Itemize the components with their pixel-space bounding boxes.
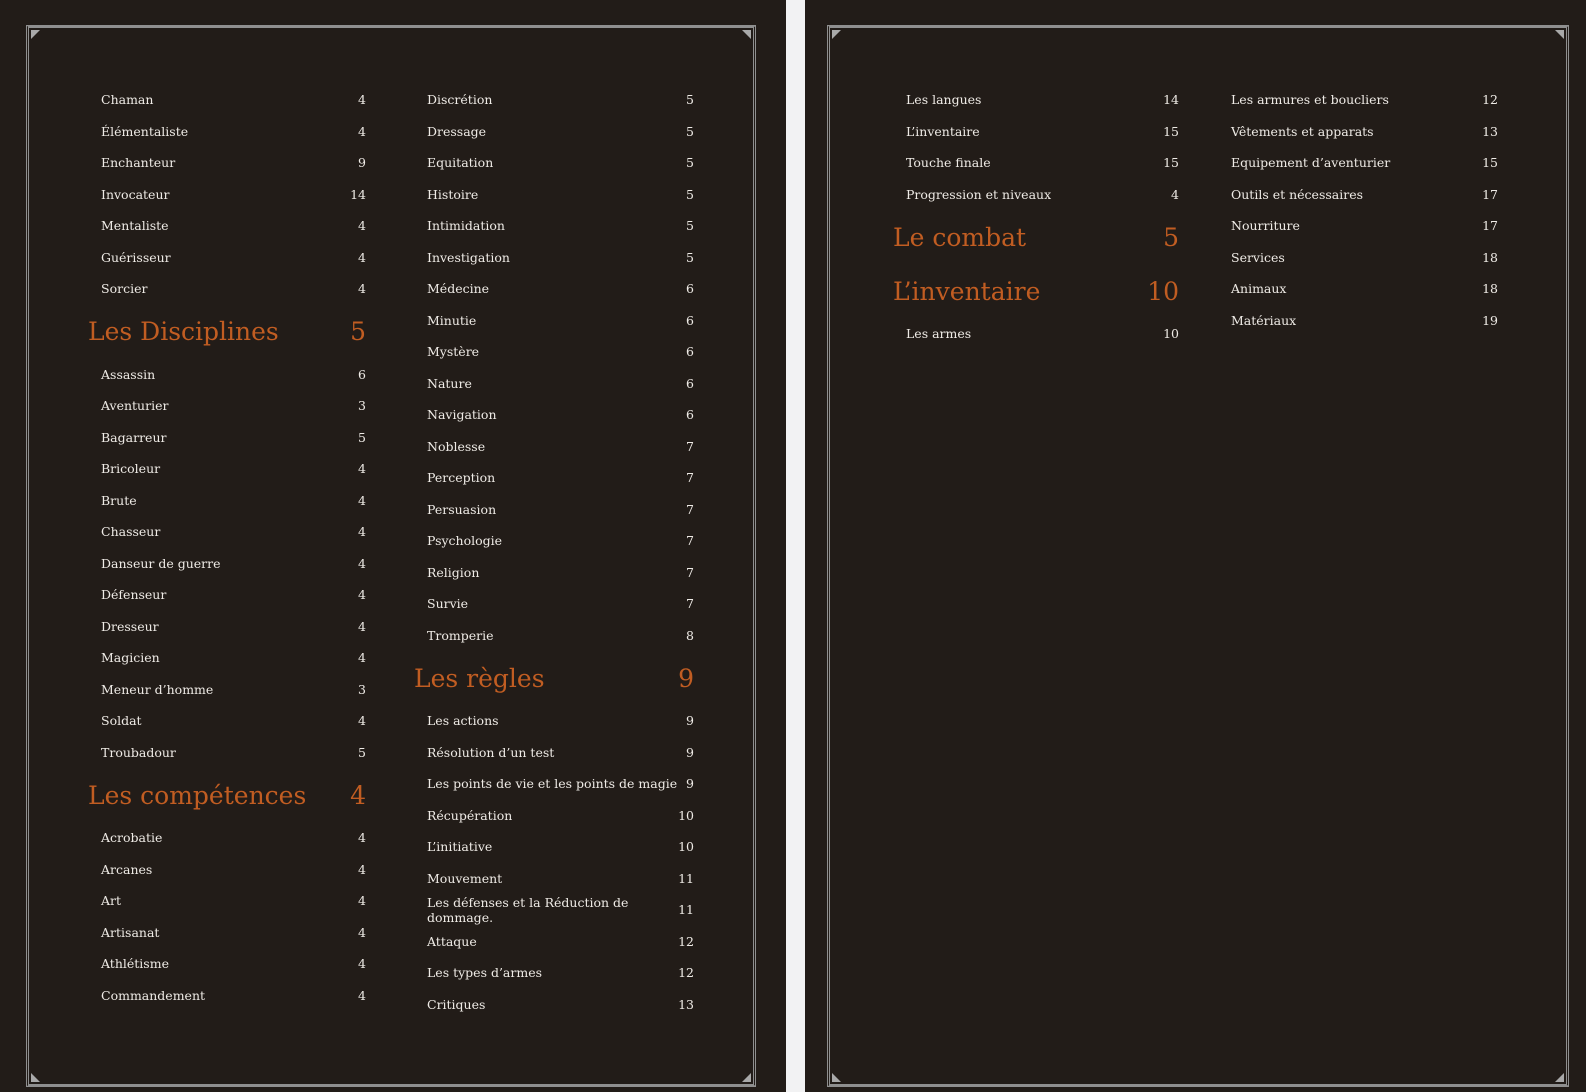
entry-title: Les défenses et la Réduction de dommage. (427, 894, 629, 925)
entry-title: Intimidation (427, 218, 505, 234)
toc-entry[interactable] (414, 242, 694, 274)
entry-title: Défenseur (101, 587, 167, 603)
entry-title: Equipement d’aventurier (1231, 155, 1391, 171)
entry-title: Athlétisme (101, 956, 169, 972)
entry-title: Magicien (101, 650, 160, 666)
entry-title: Minutie (427, 312, 477, 328)
page-number: 9 (358, 155, 366, 171)
page-number: 17 (1482, 218, 1498, 234)
toc-entry[interactable] (414, 431, 694, 463)
entry-title: Les armures et boucliers (1231, 92, 1389, 108)
page-number: 15 (1163, 123, 1179, 139)
page-number: 3 (358, 398, 366, 414)
toc-entry[interactable] (88, 980, 366, 1012)
page-number: 11 (678, 870, 694, 886)
toc-entry[interactable] (1218, 210, 1498, 242)
corner-ornament-icon (1555, 1073, 1564, 1082)
page-number: 4 (358, 218, 366, 234)
toc-entry[interactable] (88, 516, 366, 548)
entry-title: Danseur de guerre (101, 555, 221, 571)
page-number: 4 (358, 249, 366, 265)
entry-title: Élémentaliste (101, 123, 189, 139)
toc-entry[interactable] (893, 84, 1179, 116)
toc-column-1 (893, 84, 1179, 350)
toc-entry[interactable] (414, 147, 694, 179)
entry-title: Services (1231, 249, 1285, 265)
page-number: 18 (1482, 281, 1498, 297)
toc-entry[interactable] (414, 705, 694, 737)
page-number: 4 (358, 618, 366, 634)
toc-entry[interactable] (1218, 147, 1498, 179)
entry-title: Médecine (427, 281, 490, 297)
toc-entry[interactable] (414, 800, 694, 832)
entry-title: Nature (427, 375, 472, 391)
page-number: 12 (678, 933, 694, 949)
entry-title: Religion (427, 564, 480, 580)
page-number: 4 (358, 555, 366, 571)
entry-title: Dressage (427, 123, 487, 139)
page-number: 4 (358, 461, 366, 477)
entry-title: Mentaliste (101, 218, 169, 234)
toc-section-heading[interactable] (88, 768, 366, 822)
toc-entry[interactable] (88, 948, 366, 980)
toc-entry[interactable] (88, 642, 366, 674)
page-number: 13 (678, 996, 694, 1012)
corner-ornament-icon (742, 1073, 751, 1082)
section-title: L’inventaire (893, 276, 1041, 306)
toc-page-left (0, 0, 786, 1092)
entry-title: Equitation (427, 155, 494, 171)
entry-title: Les armes (906, 326, 972, 342)
entry-title: Enchanteur (101, 155, 176, 171)
entry-title: Assassin (101, 366, 156, 382)
entry-title: Vêtements et apparats (1231, 123, 1374, 139)
entry-title: Tromperie (427, 627, 494, 643)
entry-title: Les actions (427, 713, 499, 729)
entry-title: Récupération (427, 807, 513, 823)
toc-entry[interactable] (88, 917, 366, 949)
page-number: 3 (358, 681, 366, 697)
page-number: 12 (678, 965, 694, 981)
page-number: 6 (358, 366, 366, 382)
page-number: 8 (686, 627, 694, 643)
page-number: 4 (358, 987, 366, 1003)
entry-title: Art (101, 893, 122, 909)
entry-title: Troubadour (101, 744, 176, 760)
toc-page-right (805, 0, 1586, 1092)
page-number: 6 (686, 281, 694, 297)
toc-entry[interactable] (414, 305, 694, 337)
page-number: 4 (358, 861, 366, 877)
toc-entry[interactable] (88, 854, 366, 886)
page-number: 5 (350, 317, 366, 346)
toc-entry[interactable] (414, 768, 694, 800)
page-number: 18 (1482, 249, 1498, 265)
page-number: 5 (686, 92, 694, 108)
toc-entry[interactable] (414, 494, 694, 526)
entry-title: Nourriture (1231, 218, 1300, 234)
toc-entry[interactable] (88, 548, 366, 580)
page-number: 4 (358, 587, 366, 603)
toc-entry[interactable] (88, 359, 366, 391)
page-number: 7 (686, 533, 694, 549)
entry-title: Meneur d’homme (101, 681, 214, 697)
corner-ornament-icon (742, 30, 751, 39)
toc-entry[interactable] (88, 210, 366, 242)
toc-entry[interactable] (1218, 116, 1498, 148)
entry-title: Chasseur (101, 524, 161, 540)
toc-entry[interactable] (88, 885, 366, 917)
toc-entry[interactable] (414, 894, 694, 926)
toc-entry[interactable] (414, 863, 694, 895)
page-number: 13 (1482, 123, 1498, 139)
toc-entry[interactable] (1218, 305, 1498, 337)
toc-entry[interactable] (88, 822, 366, 854)
page-number: 5 (358, 744, 366, 760)
toc-entry[interactable] (893, 116, 1179, 148)
page-number: 4 (358, 713, 366, 729)
toc-entry[interactable] (893, 147, 1179, 179)
page-number: 4 (1171, 186, 1179, 202)
page-number: 7 (686, 564, 694, 580)
page-number: 4 (350, 780, 366, 810)
section-title: Les compétences (88, 780, 307, 810)
page-number: 4 (358, 650, 366, 666)
entry-title: Psychologie (427, 533, 503, 549)
entry-title: Chaman (101, 92, 154, 108)
page-number: 9 (678, 663, 694, 693)
entry-title: Artisanat (101, 924, 160, 940)
toc-entry[interactable] (88, 422, 366, 454)
entry-title: L’inventaire (906, 123, 980, 139)
entry-title: Investigation (427, 249, 510, 265)
page-number: 5 (1163, 222, 1179, 252)
entry-title: Acrobatie (101, 830, 163, 846)
entry-title: Bricoleur (101, 461, 161, 477)
page-number: 4 (358, 893, 366, 909)
page-number: 10 (1147, 276, 1179, 306)
toc-entry[interactable] (88, 116, 366, 148)
page-number: 5 (686, 155, 694, 171)
corner-ornament-icon (1555, 30, 1564, 39)
entry-title: Arcanes (101, 861, 153, 877)
page-number: 6 (686, 407, 694, 423)
page-number: 7 (686, 438, 694, 454)
toc-entry[interactable] (88, 485, 366, 517)
page-number: 4 (358, 123, 366, 139)
page-number: 4 (358, 830, 366, 846)
page-number: 11 (678, 902, 694, 918)
page-number: 9 (686, 744, 694, 760)
toc-entry[interactable] (414, 525, 694, 557)
page-number: 9 (686, 776, 694, 792)
entry-title: Sorcier (101, 281, 148, 297)
page-number: 5 (358, 429, 366, 445)
toc-entry[interactable] (88, 579, 366, 611)
toc-entry[interactable] (1218, 84, 1498, 116)
corner-ornament-icon (31, 30, 40, 39)
page-number: 5 (686, 186, 694, 202)
toc-entry[interactable] (88, 84, 366, 116)
page-number: 10 (678, 839, 694, 855)
page-number: 4 (358, 924, 366, 940)
section-title: Le combat (893, 222, 1027, 252)
entry-title: Outils et nécessaires (1231, 186, 1364, 202)
entry-title: Mouvement (427, 870, 503, 886)
page-number: 4 (358, 492, 366, 508)
page-number: 10 (1163, 326, 1179, 342)
entry-title: Perception (427, 470, 496, 486)
entry-title: Matériaux (1231, 312, 1297, 328)
page-number: 15 (1163, 155, 1179, 171)
toc-entry[interactable] (414, 210, 694, 242)
toc-entry[interactable] (414, 368, 694, 400)
entry-title: Critiques (427, 996, 486, 1012)
toc-entry[interactable] (414, 989, 694, 1021)
page-number: 7 (686, 470, 694, 486)
entry-title: Navigation (427, 407, 497, 423)
page-number: 4 (358, 524, 366, 540)
corner-ornament-icon (31, 1073, 40, 1082)
entry-title: Discrétion (427, 92, 493, 108)
entry-title: Animaux (1231, 281, 1287, 297)
toc-entry[interactable] (414, 273, 694, 305)
toc-entry[interactable] (1218, 179, 1498, 211)
toc-entry[interactable] (88, 147, 366, 179)
page-number: 6 (686, 312, 694, 328)
toc-entry[interactable] (1218, 273, 1498, 305)
page-number: 5 (686, 218, 694, 234)
page-number: 12 (1482, 92, 1498, 108)
entry-title: Mystère (427, 344, 480, 360)
page-number: 5 (686, 123, 694, 139)
entry-title: Attaque (427, 933, 477, 949)
entry-title: Guérisseur (101, 249, 171, 265)
toc-section-heading[interactable] (893, 264, 1179, 318)
entry-title: Noblesse (427, 438, 486, 454)
toc-entry[interactable] (414, 737, 694, 769)
page-number: 7 (686, 596, 694, 612)
toc-entry[interactable] (414, 957, 694, 989)
page-number: 9 (686, 713, 694, 729)
entry-title: Touche finale (906, 155, 991, 171)
page-number: 4 (358, 281, 366, 297)
page-number: 17 (1482, 186, 1498, 202)
toc-section-heading[interactable] (88, 305, 366, 359)
toc-column-1 (88, 84, 366, 1011)
page-number: 15 (1482, 155, 1498, 171)
toc-entry[interactable] (414, 399, 694, 431)
toc-entry[interactable] (88, 390, 366, 422)
toc-entry[interactable] (414, 179, 694, 211)
section-title: Les Disciplines (88, 317, 279, 346)
entry-title: Les points de vie et les points de magie (427, 776, 678, 792)
toc-entry[interactable] (414, 116, 694, 148)
entry-title: Soldat (101, 713, 142, 729)
page-number: 14 (1163, 92, 1179, 108)
section-title: Les règles (414, 663, 545, 693)
entry-title: Les langues (906, 92, 982, 108)
toc-entry[interactable] (88, 705, 366, 737)
page-number: 19 (1482, 312, 1498, 328)
toc-entry[interactable] (414, 620, 694, 652)
toc-entry[interactable] (893, 179, 1179, 211)
corner-ornament-icon (832, 30, 841, 39)
page-number: 7 (686, 501, 694, 517)
toc-section-heading[interactable] (893, 210, 1179, 264)
toc-column-2 (1218, 84, 1498, 336)
toc-section-heading[interactable] (414, 651, 694, 705)
toc-column-2 (414, 84, 694, 1020)
toc-entry[interactable] (1218, 242, 1498, 274)
toc-entry[interactable] (88, 737, 366, 769)
entry-title: Progression et niveaux (906, 186, 1052, 202)
page-number: 14 (350, 186, 366, 202)
toc-entry[interactable] (88, 273, 366, 305)
entry-title: Dresseur (101, 618, 159, 634)
page-number: 4 (358, 92, 366, 108)
toc-entry[interactable] (88, 611, 366, 643)
toc-entry[interactable] (88, 674, 366, 706)
corner-ornament-icon (832, 1073, 841, 1082)
toc-entry[interactable] (414, 557, 694, 589)
entry-title: Aventurier (101, 398, 169, 414)
toc-entry[interactable] (88, 179, 366, 211)
page-number: 6 (686, 375, 694, 391)
entry-title: L’initiative (427, 839, 493, 855)
toc-entry[interactable] (414, 462, 694, 494)
entry-title: Persuasion (427, 501, 497, 517)
toc-entry[interactable] (414, 926, 694, 958)
page-number: 10 (678, 807, 694, 823)
entry-title: Survie (427, 596, 469, 612)
entry-title: Commandement (101, 987, 206, 1003)
toc-entry[interactable] (414, 588, 694, 620)
entry-title: Bagarreur (101, 429, 167, 445)
toc-entry[interactable] (414, 84, 694, 116)
entry-title: Invocateur (101, 186, 170, 202)
entry-title: Résolution d’un test (427, 744, 555, 760)
page-number: 6 (686, 344, 694, 360)
entry-title: Histoire (427, 186, 479, 202)
toc-entry[interactable] (414, 831, 694, 863)
entry-title: Les types d’armes (427, 965, 543, 981)
page-number: 5 (686, 249, 694, 265)
toc-entry[interactable] (88, 453, 366, 485)
toc-entry[interactable] (414, 336, 694, 368)
toc-entry[interactable] (893, 318, 1179, 350)
entry-title: Brute (101, 492, 137, 508)
toc-entry[interactable] (88, 242, 366, 274)
page-number: 4 (358, 956, 366, 972)
